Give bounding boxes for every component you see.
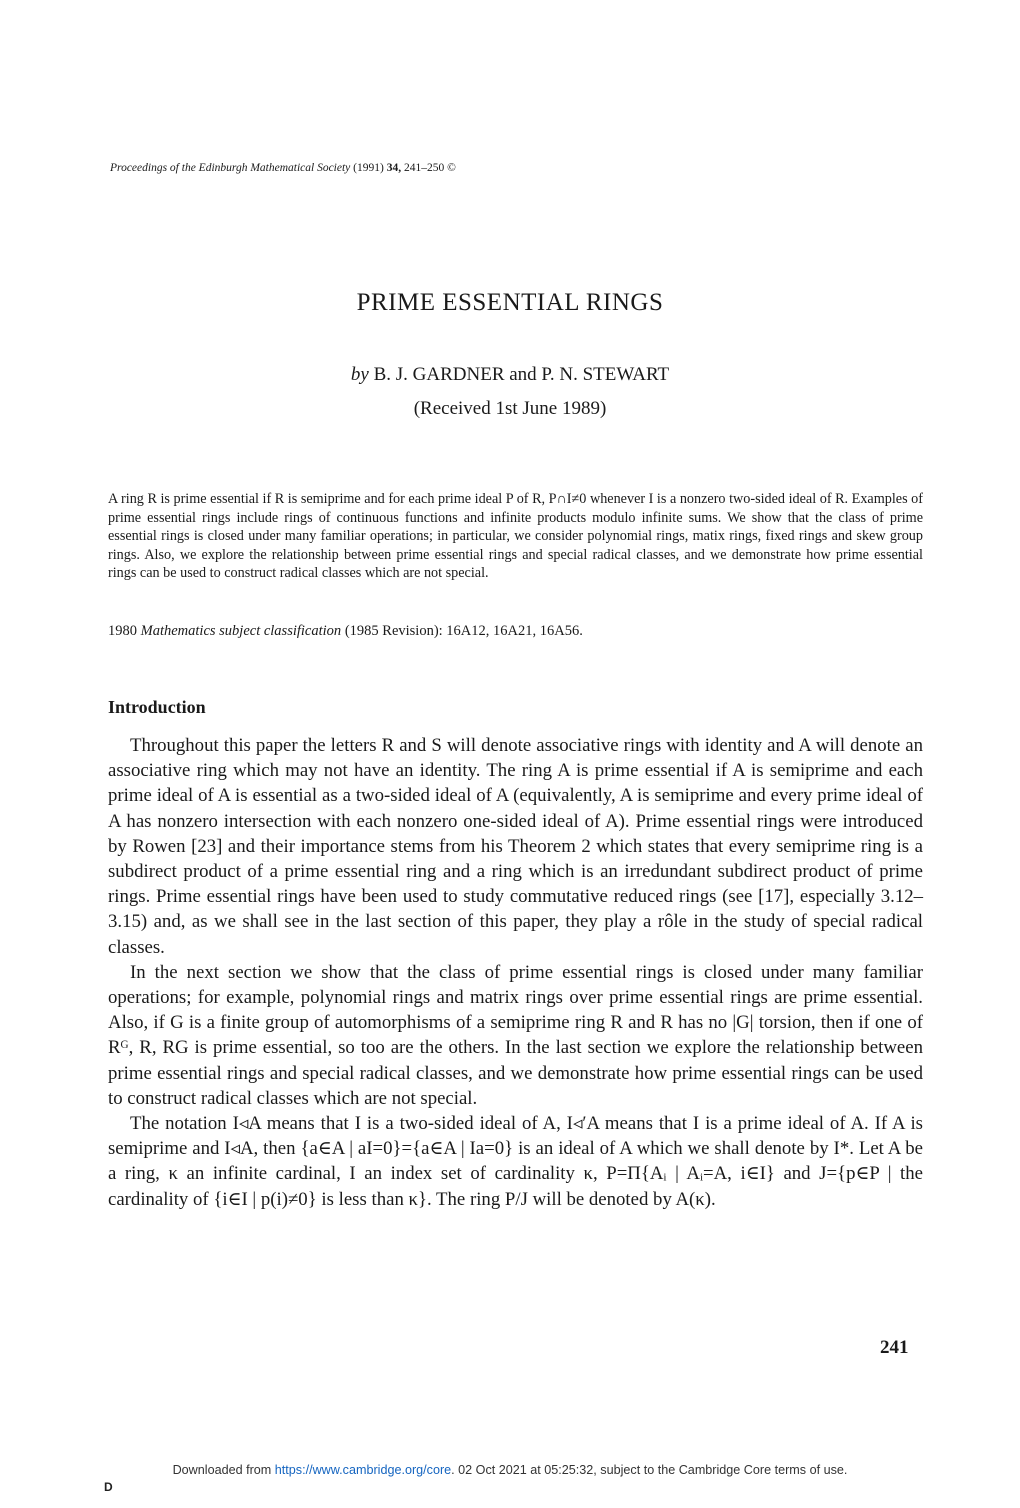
author-by: by — [350, 364, 369, 385]
journal-pages: 241–250 © — [403, 162, 456, 174]
journal-volume: 34, — [386, 162, 402, 174]
paragraph: Throughout this paper the letters R and S will denote associative rings with identity and A will denote an associative ring which may not have an identity. The ring A is prime essential if A is semiprime and each prime ideal of A is essential as a two-sided ideal of A (equivalently, A is semiprime and every prime ideal of A has nonzero intersection with each nonzero one-sided ideal of A). Prime essential rings were introduced by Rowen [23] and their importance stems from his Theorem 2 which states that every semiprime ring is a subdirect product of a prime essential ring and a ring which is an irredundant subdirect product of prime rings. Prime essential rings have been used to study commutative reduced rings (see [17], especially 3.12–3.15) and, as we shall see in the last section of this paper, they play a rôle in the study of special radical classes. — [108, 735, 923, 958]
footer-prefix: Downloaded from — [172, 1463, 272, 1477]
cambridge-core-link[interactable]: https://www.cambridge.org/core — [274, 1463, 452, 1477]
paragraph: The notation I◃A means that I is a two-sided ideal of A, I◃′A means that I is a prime ideal of A. If A is semiprime and I◃A, then {a∈A | aI=0}={a∈A | Ia=0} is an ideal of A which we shall denote by I*. Let A be a ring, κ an infinite cardinal, I an index set of cardinality κ, P=Π{Aᵢ | Aᵢ=A, i∈I} and J={p∈P | the cardinality of {i∈I | p(i)≠0} is less than κ}. The ring P/J will be denoted by A(κ). — [108, 1113, 923, 1210]
footer-suffix: . 02 Oct 2021 at 05:25:32, subject to the Cambridge Core terms of use. — [451, 1463, 848, 1477]
msc-revision: (1985 Revision): 16A12, 16A21, 16A56. — [344, 623, 583, 639]
author-names: B. J. GARDNER and P. N. STEWART — [373, 364, 670, 385]
received-date: (Received 1st June 1989) — [413, 398, 607, 419]
author-line — [0, 364, 1020, 386]
paragraph: In the next section we show that the class of prime essential rings is closed under many familiar operations; for example, polynomial rings and matrix rings over prime essential rings are prime essential. Also, if G is a finite group of automorphisms of a semiprime ring R and R has no |G| torsion, then if one of Rᴳ, R, RG is prime essential, so too are the others. In the last section we explore the relationship between prime essential rings and special radical classes, and we demonstrate how prime essential rings can be used to construct radical classes which are not special. — [108, 961, 923, 1109]
page-number: 241 — [880, 1337, 909, 1358]
msc-label: Mathematics subject classification — [140, 623, 342, 639]
paper-title: PRIME ESSENTIAL RINGS — [356, 289, 664, 316]
section-heading: Introduction — [108, 697, 206, 717]
msc-year: 1980 — [108, 623, 137, 639]
abstract: A ring R is prime essential if R is semiprime and for each prime ideal P of R, P∩I≠0 whenever I is a nonzero two-sided ideal of R. Examples of prime essential rings include rings of continuous functions and infinite products modulo infinite sums. We show that the class of prime essential rings is closed under many familiar operations; in particular, we consider polynomial rings, matix rings, fixed rings and skew group rings. Also, we explore the relationship between prime essential rings and special radical classes, and we demonstrate how prime essential rings can be used to construct radical classes which are not special. — [108, 491, 923, 582]
body-text — [108, 733, 923, 1212]
journal-name: Proceedings of the Edinburgh Mathematical Society — [110, 162, 351, 174]
msc-classification — [108, 623, 583, 640]
footer-mark: D — [104, 1480, 113, 1494]
running-header — [110, 162, 456, 174]
journal-year: (1991) — [353, 162, 384, 174]
download-footer — [0, 1463, 1020, 1477]
